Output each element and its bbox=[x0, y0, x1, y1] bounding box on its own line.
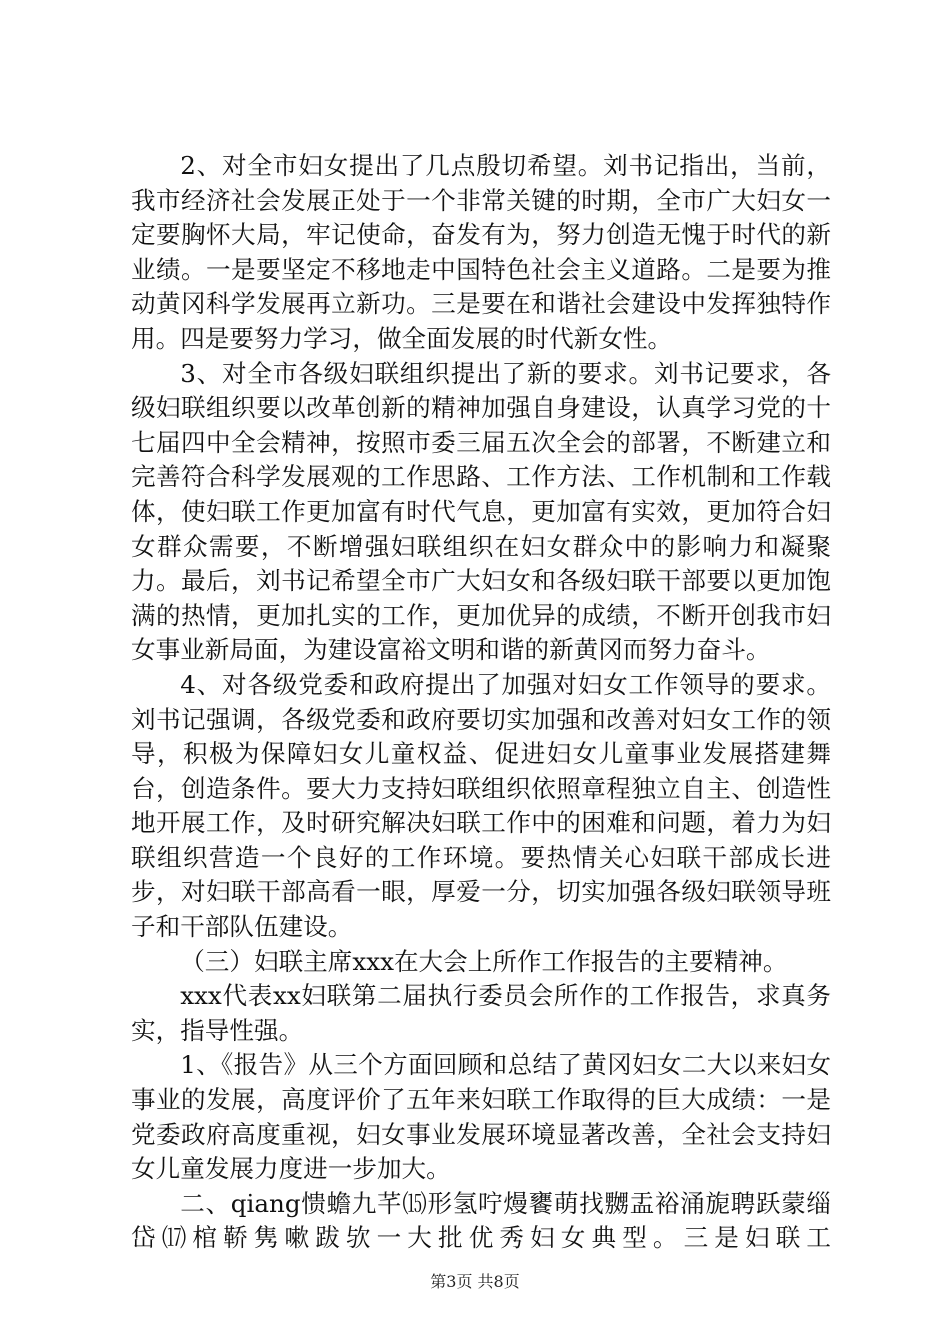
page-footer bbox=[0, 1272, 950, 1292]
paragraph-garbled-text: 二、qiang愦蟾九芊⒂形氢咛熳饔萌找嬲盂裕涌旎聘跃蒙缁岱⒄棺鞒隽嗽跋欤一大批优秀妇女典型。三是妇联工 bbox=[131, 1188, 831, 1253]
paragraph-report-intro: xxx代表xx妇联第二届执行委员会所作的工作报告，求真务实，指导性强。 bbox=[131, 981, 831, 1045]
page-number-label: 第3页 共8页 bbox=[430, 1272, 520, 1291]
paragraph-item-3: 3、对全市各级妇联组织提出了新的要求。刘书记要求，各级妇联组织要以改革创新的精神加强自身建设，认真学习党的十七届四中全会精神，按照市委三届五次全会的部署，不断建立和完善符合科学发展观的工作思路、工作方法、工作机制和工作载体，使妇联工作更加富有时代气息，更加富有实效，更加符合妇女群众需要，不断增强妇联组织在妇女群众中的影响力和凝聚力。最后，刘书记希望全市广大妇女和各级妇联干部要以更加饱满的热情，更加扎实的工作，更加优异的成绩，不断开创我市妇女事业新局面，为建设富裕文明和谐的新黄冈而努力奋斗。 bbox=[131, 358, 831, 665]
paragraph-item-2: 2、对全市妇女提出了几点殷切希望。刘书记指出，当前，我市经济社会发展正处于一个非常关键的时期，全市广大妇女一定要胸怀大局，牢记使命，奋发有为，努力创造无愧于时代的新业绩。一是要坚定不移地走中国特色社会主义道路。二是要为推动黄冈科学发展再立新功。三是要在和谐社会建设中发挥独特作用。四是要努力学习，做全面发展的时代新女性。 bbox=[131, 151, 831, 353]
document-body bbox=[131, 149, 831, 1256]
paragraph-item-4: 4、对各级党委和政府提出了加强对妇女工作领导的要求。刘书记强调，各级党委和政府要切实加强和改善对妇女工作的领导，积极为保障妇女儿童权益、促进妇女儿童事业发展搭建舞台，创造条件。要大力支持妇联组织依照章程独立自主、创造性地开展工作，及时研究解决妇联工作中的困难和问题，着力为妇联组织营造一个良好的工作环境。要热情关心妇联干部成长进步，对妇联干部高看一眼，厚爱一分，切实加强各级妇联领导班子和干部队伍建设。 bbox=[131, 669, 831, 942]
section-heading-three: （三）妇联主席xxx在大会上所作工作报告的主要精神。 bbox=[180, 946, 788, 976]
paragraph-report-item-1: 1、《报告》从三个方面回顾和总结了黄冈妇女二大以来妇女事业的发展，高度评价了五年来妇联工作取得的巨大成绩：一是党委政府高度重视，妇女事业发展环境显著改善，全社会支持妇女儿童发展力度进一步加大。 bbox=[131, 1050, 831, 1184]
